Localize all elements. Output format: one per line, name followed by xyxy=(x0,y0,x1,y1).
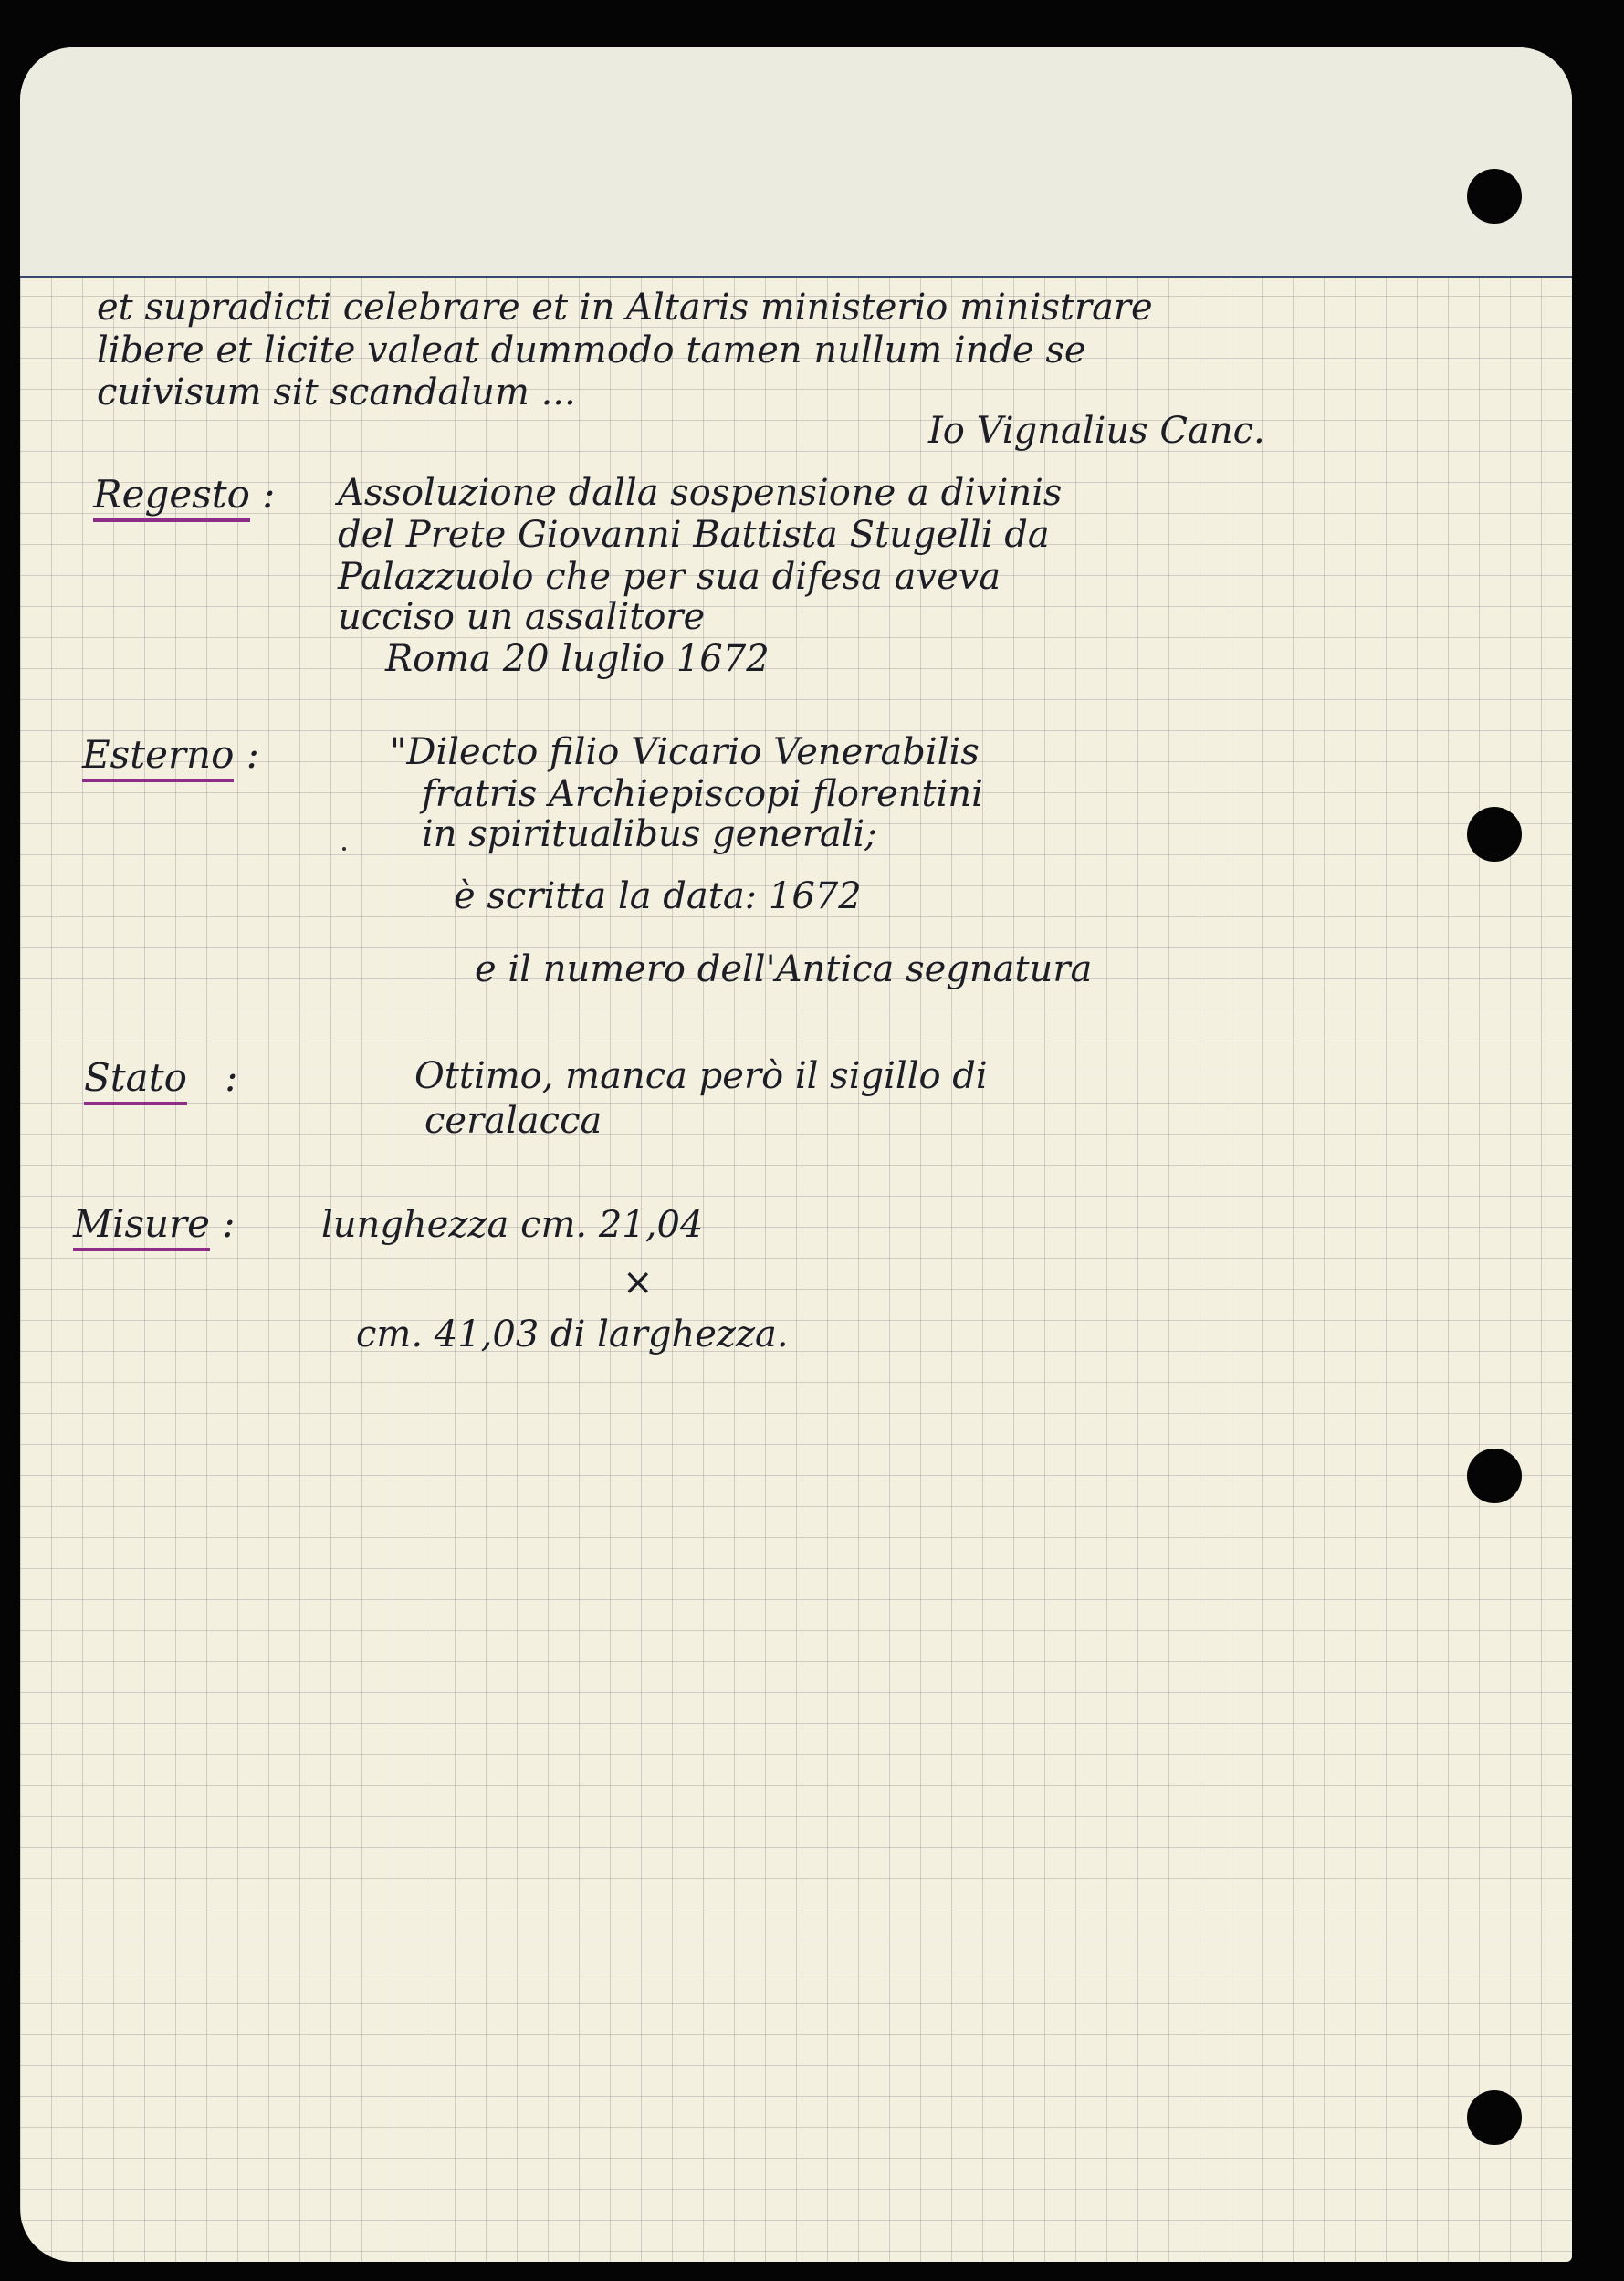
stato-colon: : xyxy=(225,1055,238,1100)
esterno-label xyxy=(82,732,259,777)
continuation-line: et supradicti celebrare et in Altaris ministerio ministrare xyxy=(97,287,1153,329)
misure-label xyxy=(73,1201,236,1246)
misure-label-text: Misure xyxy=(73,1201,210,1251)
regesto-line: Assoluzione dalla sospensione a divinis xyxy=(338,472,1063,514)
continuation-line: libere et licite valeat dummodo tamen nullum inde se xyxy=(97,330,1086,371)
punch-hole-icon xyxy=(1467,1449,1522,1503)
regesto-line: del Prete Giovanni Battista Stugelli da xyxy=(338,514,1050,556)
page-header-band xyxy=(20,47,1572,276)
stato-line: ceralacca xyxy=(424,1100,602,1142)
stato-line: Ottimo, manca però il sigillo di xyxy=(414,1055,988,1097)
header-rule xyxy=(20,276,1572,278)
misure-width-line: cm. 41,03 di larghezza. xyxy=(356,1313,789,1355)
punch-hole-icon xyxy=(1467,169,1522,224)
esterno-line: "Dilecto filio Vicario Venerabilis xyxy=(390,731,980,773)
regesto-line: Palazzuolo che per sua difesa aveva xyxy=(338,556,1001,598)
regesto-label xyxy=(93,472,275,517)
stato-label xyxy=(84,1055,237,1100)
misure-colon: : xyxy=(222,1201,236,1246)
esterno-label-text: Esterno xyxy=(82,732,234,782)
esterno-date-line: è scritta la data: 1672 xyxy=(454,875,862,917)
misure-length-line: lunghezza cm. 21,04 xyxy=(321,1204,704,1246)
continuation-line: cuivisum sit scandalum ... xyxy=(97,371,576,413)
signature-line: Io Vignalius Canc. xyxy=(928,410,1265,452)
esterno-number-line: e il numero dell'Antica segnatura xyxy=(475,948,1093,990)
ink-dot xyxy=(342,847,346,851)
times-sign: × xyxy=(623,1261,654,1303)
punch-hole-icon xyxy=(1467,807,1522,862)
regesto-date-line: Roma 20 luglio 1672 xyxy=(385,638,770,680)
regesto-label-text: Regesto xyxy=(93,472,250,522)
esterno-line: fratris Archiepiscopi florentini xyxy=(422,773,983,815)
esterno-line: in spiritualibus generali; xyxy=(422,813,877,855)
notebook-page xyxy=(20,47,1572,2262)
stato-label-text: Stato xyxy=(84,1055,187,1105)
esterno-colon: : xyxy=(246,732,259,777)
regesto-colon: : xyxy=(262,472,276,517)
punch-hole-icon xyxy=(1467,2090,1522,2145)
regesto-line: ucciso un assalitore xyxy=(338,596,706,638)
